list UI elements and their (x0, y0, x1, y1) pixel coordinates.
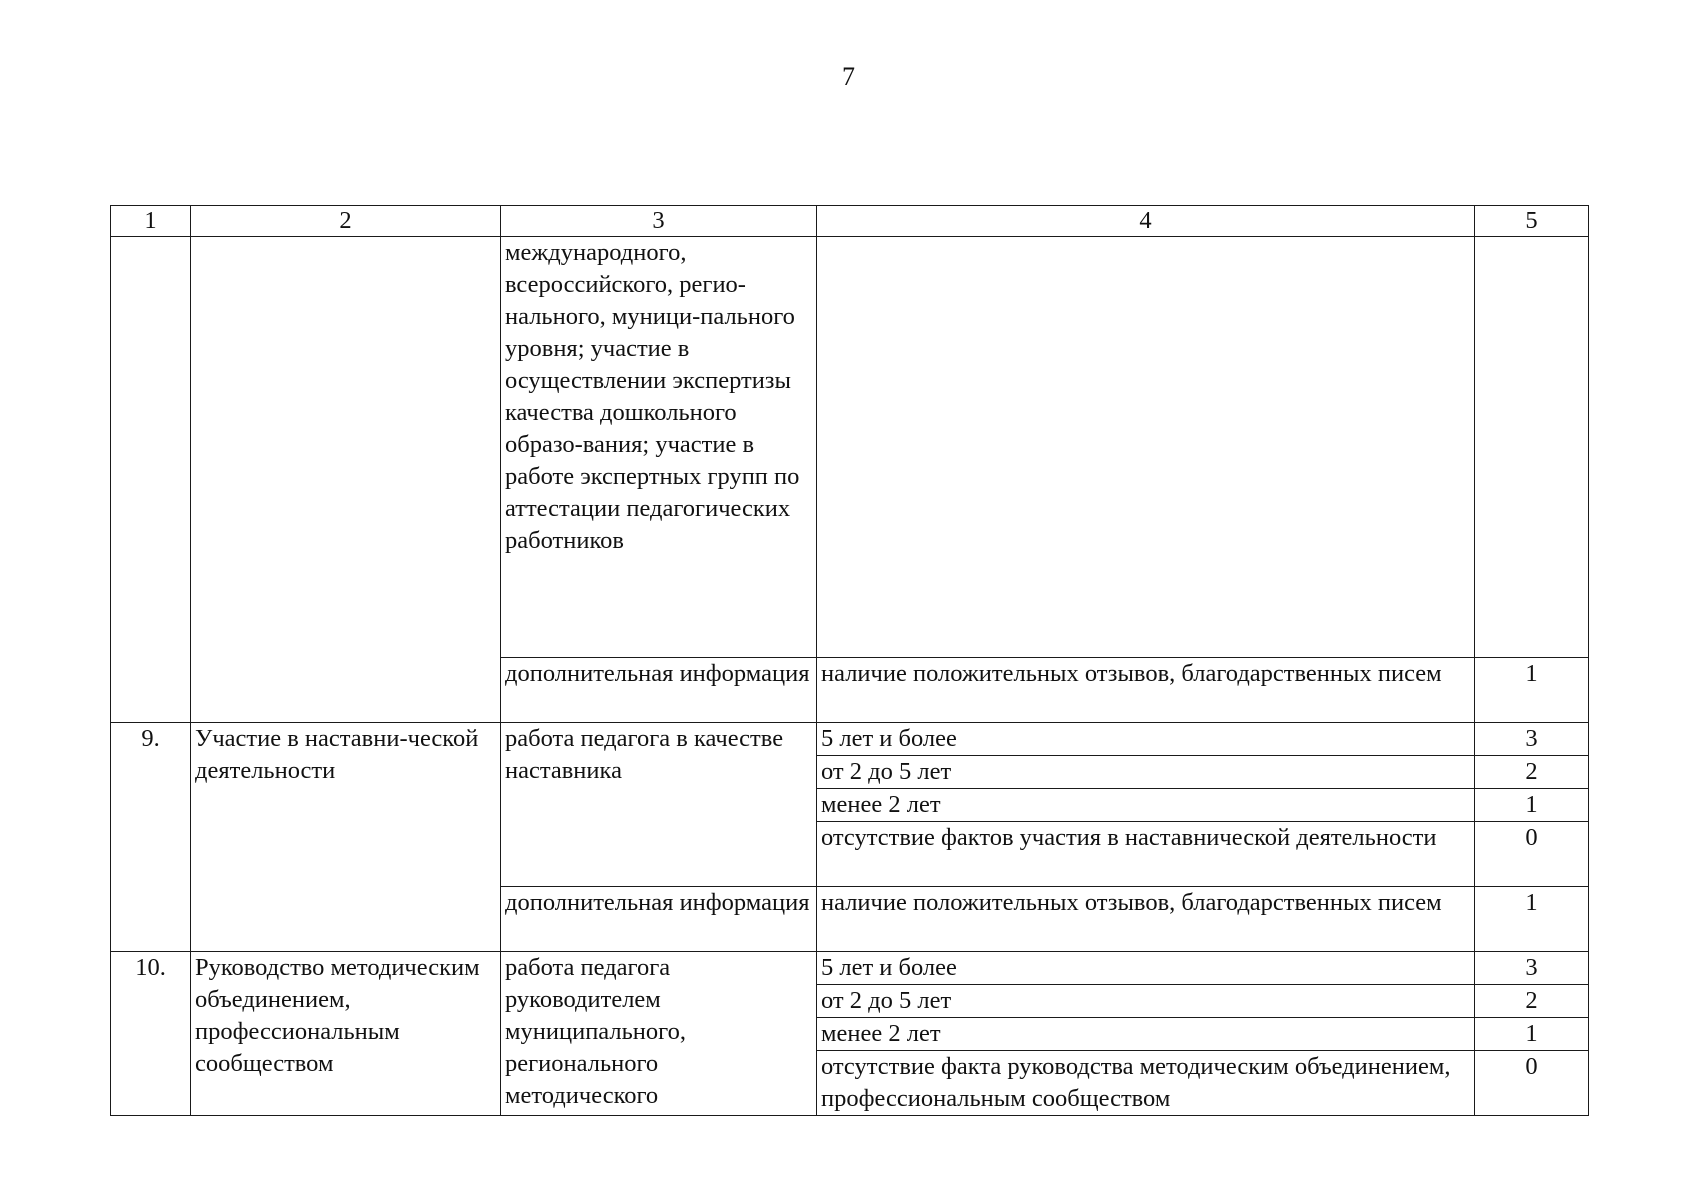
table-header-row (111, 206, 1589, 237)
table-row (111, 952, 1589, 985)
row10-indicator-3: менее 2 лет (817, 1018, 1475, 1051)
row10-indicator-4: отсутствие факта руководства методическим объединением, профессиональным сообществом (817, 1051, 1475, 1116)
header-col-1: 1 (111, 206, 191, 237)
row9-score-2: 2 (1475, 756, 1589, 789)
row9-score-1: 3 (1475, 723, 1589, 756)
row10-name: Руководство методическим объединением, профессиональным сообществом (191, 952, 501, 1116)
row9-score-4: 0 (1475, 822, 1589, 887)
row8-additional-score: 1 (1475, 658, 1589, 723)
table-row (111, 237, 1589, 658)
header-col-5: 5 (1475, 206, 1589, 237)
row9-score-3: 1 (1475, 789, 1589, 822)
row10-score-1: 3 (1475, 952, 1589, 985)
row8-additional-indicator: наличие положительных отзывов, благодарственных писем (817, 658, 1475, 723)
row9-additional-label: дополнительная информация (501, 887, 817, 952)
header-col-2: 2 (191, 206, 501, 237)
row9-num: 9. (111, 723, 191, 952)
row9-additional-score: 1 (1475, 887, 1589, 952)
row8-score-empty (1475, 237, 1589, 658)
row9-name: Участие в наставни-ческой деятельности (191, 723, 501, 952)
row10-score-2: 2 (1475, 985, 1589, 1018)
row9-indicator-1: 5 лет и более (817, 723, 1475, 756)
row9-indicator-4: отсутствие фактов участия в наставнической деятельности (817, 822, 1475, 887)
row10-score-4: 0 (1475, 1051, 1589, 1116)
row8-additional-label: дополнительная информация (501, 658, 817, 723)
row8-criterion-continuation: международного, всероссийского, регио-нального, муници-пального уровня; участие в осуществлении экспертизы качества дошкольного образо-вания; участие в работе экспертных групп по аттестации педагогических работников (501, 237, 817, 658)
row10-criterion: работа педагога руководителем муниципального, регионального методического (501, 952, 817, 1116)
row10-indicator-1: 5 лет и более (817, 952, 1475, 985)
row9-indicator-3: менее 2 лет (817, 789, 1475, 822)
row8-indicator-empty (817, 237, 1475, 658)
header-col-4: 4 (817, 206, 1475, 237)
row10-num: 10. (111, 952, 191, 1116)
row9-indicator-2: от 2 до 5 лет (817, 756, 1475, 789)
table-row (111, 723, 1589, 756)
row9-additional-indicator: наличие положительных отзывов, благодарственных писем (817, 887, 1475, 952)
row8-name-cell (191, 237, 501, 723)
criteria-table (110, 205, 1589, 1116)
page-number: 7 (842, 62, 855, 91)
row8-num-cell (111, 237, 191, 723)
row10-score-3: 1 (1475, 1018, 1589, 1051)
row9-criterion: работа педагога в качестве наставника (501, 723, 817, 887)
row10-indicator-2: от 2 до 5 лет (817, 985, 1475, 1018)
header-col-3: 3 (501, 206, 817, 237)
